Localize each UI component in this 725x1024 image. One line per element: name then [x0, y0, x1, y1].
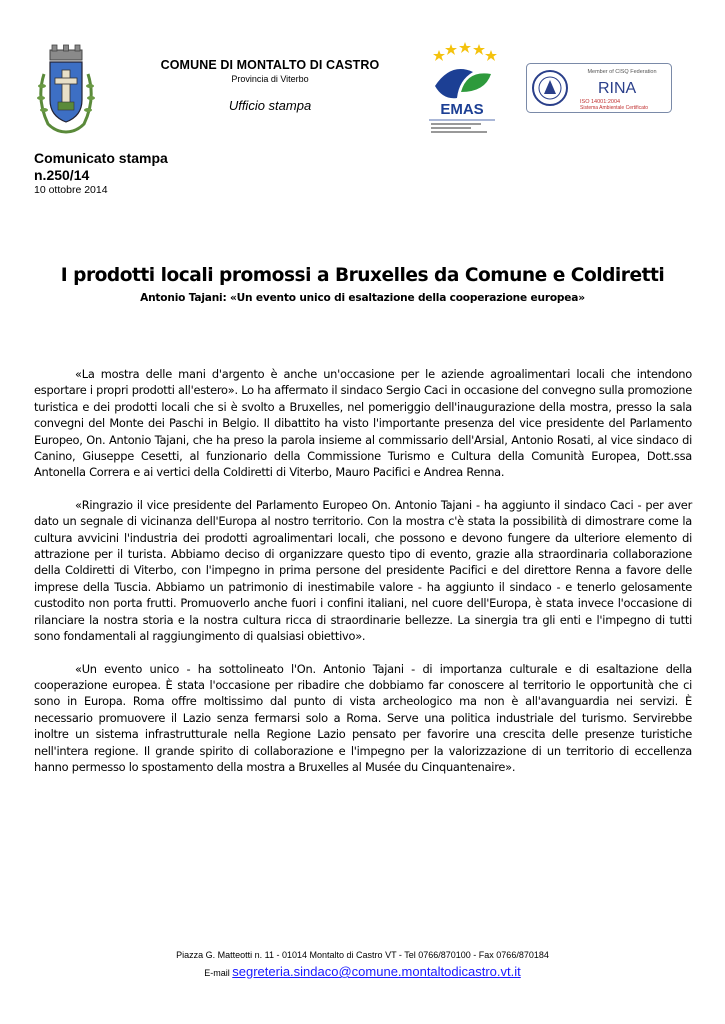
release-title: Comunicato stampa: [34, 150, 168, 166]
rina-certification-logo: [526, 63, 672, 113]
rina-iso-text: ISO 14001:2004: [580, 99, 621, 105]
release-date: 10 ottobre 2014: [34, 184, 108, 196]
ufficio-stampa-label: Ufficio stampa: [228, 98, 312, 113]
municipal-crest-logo: [34, 44, 98, 136]
article-paragraph: «Un evento unico - ha sottolineato l'On. Antonio Tajani - di importanza culturale e di esaltazione della cooperazione europea. È stata l'occasione per ribadire che dobbiamo far conoscere al territorio le opportunità che ci sono in Europa. Roma offre moltissimo dal punto di vista archeologico ma non è all'avanguardia nei servizi. È necessario promuovere il Lazio senza fermarsi solo a Roma. Serve una politica industriale del turismo. Servirebbe inoltre un sistema infrastrutturale nella Regione Lazio pensato per favorire una crescita delle presenze turistiche nell'intera regione. Il grande spirito di collaborazione e l'impegno per la valorizzazione di un territorio di eccellenza hanno permesso lo spostamento della mostra a Bruxelles al Musée du Cinquantenaire».: [34, 661, 692, 774]
email-link[interactable]: segreteria.sindaco@comune.montaltodicastro.vt.it: [232, 964, 521, 979]
article-headline: I prodotti locali promossi a Bruxelles da Comune e Coldiretti: [60, 265, 665, 286]
header-text-block: [140, 58, 400, 113]
emas-label: EMAS: [440, 101, 484, 118]
article-subheadline: Antonio Tajani: «Un evento unico di esaltazione della cooperazione europea»: [140, 292, 585, 304]
article-paragraph: «La mostra delle mani d'argento è anche un'occasione per le aziende agroalimentari locali che intendono esportare i propri prodotti all'estero». Lo ha affermato il sindaco Sergio Caci in occasione del convegno sulla promozione turistica e dei prodotti locali che si è svolto a Bruxelles, nel pomeriggio dell'inaugurazione della mostra, presso la sala convegni del Monte dei Paschi in Belgio. Il dibattito ha visto l'importante presenza del vice presidente del Parlamento Europeo, On. Antonio Tajani, che ha preso la parola insieme al commissario dell'Arsial, Antonio Rosati, al vice sindaco di Canino, Giuseppe Cesetti, al funzionario della Commissione Turismo e Cultura della Comunità Europea, Dott.ssa Antonella Correra e ai vertici della Coldiretti di Viterbo, Mauro Pacifici e Andrea Renna.: [34, 367, 692, 480]
release-number: n.250/14: [34, 167, 90, 183]
rina-member-text: Member of CISQ Federation: [587, 69, 657, 75]
release-info: [34, 150, 168, 197]
footer-address: Piazza G. Matteotti n. 11 - 01014 Montalto di Castro VT - Tel 0766/870100 - Fax 0766/870184: [176, 950, 549, 960]
provincia-label: Provincia di Viterbo: [231, 74, 309, 84]
email-prefix-label: E-mail: [204, 968, 233, 978]
comune-name: COMUNE DI MONTALTO DI CASTRO: [160, 58, 380, 72]
rina-sub-text: Sistema Ambientale Certificato: [580, 105, 649, 111]
footer: [0, 950, 725, 979]
article-body: [34, 366, 692, 791]
footer-email-line: [0, 964, 725, 979]
article-paragraph: «Ringrazio il vice presidente del Parlamento Europeo On. Antonio Tajani - ha aggiunto il sindaco Caci - per aver dato un segnale di vicinanza dell'Europa al nostro territorio. Con la mostra c'è stata la possibilità di dimostrare come la cultura avvicini l'industria dei prodotti agroalimentari locali, che possono e devono fungere da ulteriore elemento di attrazione per il turista. Abbiamo deciso di organizzare questo tipo di evento, grazie alla straordinaria collaborazione della Coldiretti di Viterbo, con l'impegno in prima persone del presidente Pacifici e del direttore Renna a favore delle imprese della Tuscia. Abbiamo un patrimonio di inestimabile valore - ha aggiunto il sindaco - e tenerlo gelosamente custodito non porta frutti. Promuoverlo anche fuori i confini italiani, nel cuore dell'Europa, è stata invece l'occasione di rilanciare la nostra storia e la nostra cultura ricca di straordinarie bellezze. La sinergia tra gli enti e l'impegno di tutti sono fondamentali al raggiungimento di qualsiasi obiettivo».: [34, 497, 692, 644]
rina-label: RINA: [598, 80, 637, 97]
emas-logo: [421, 40, 503, 136]
